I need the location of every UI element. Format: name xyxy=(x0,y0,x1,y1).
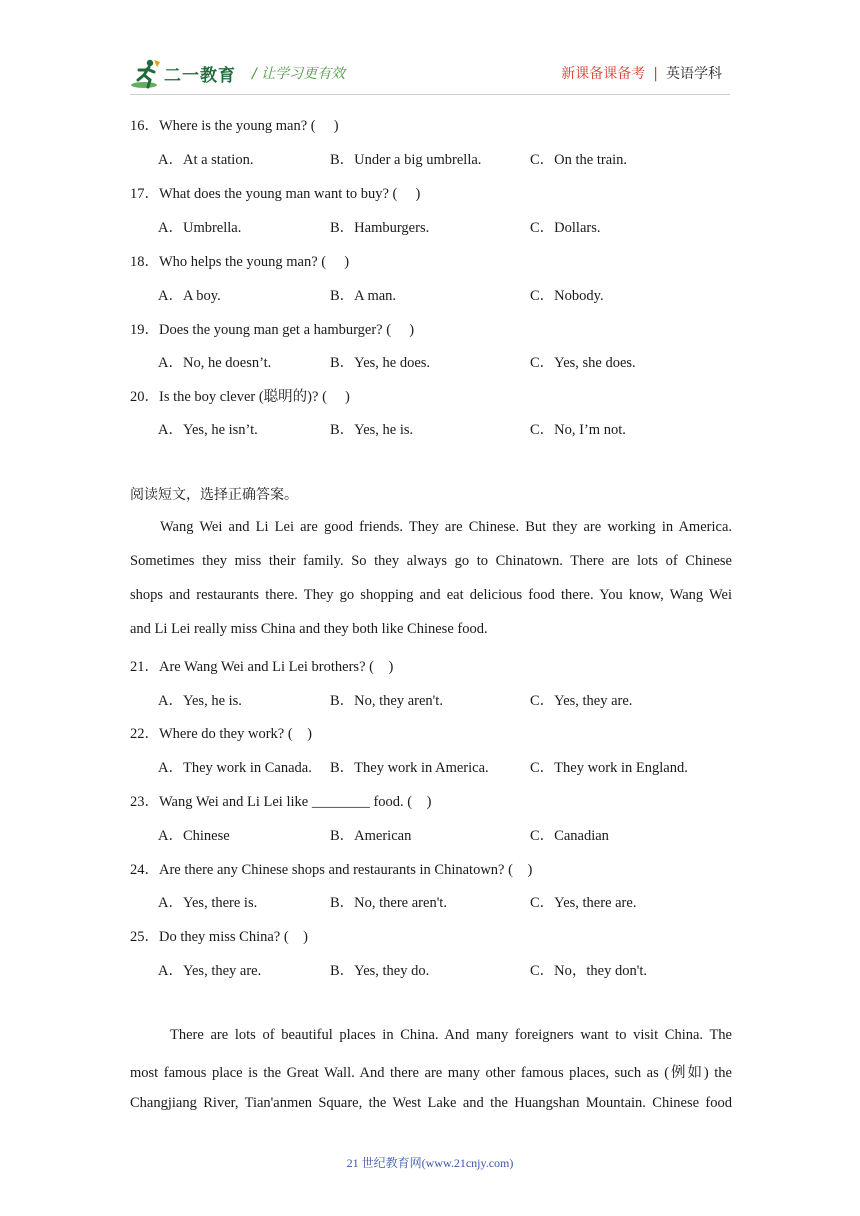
question-20: 20．Is the boy clever (聪明的)? ( ) xyxy=(130,389,350,405)
header-slogan: / 让学习更有效 xyxy=(252,66,346,82)
option-24c: C．Yes, there are. xyxy=(530,895,637,911)
passage-line: Sometimes they miss their family. So they always go to Chinatown. There are lots of Chinese xyxy=(130,553,732,569)
header-subject-label: 英语学科 xyxy=(666,66,722,82)
option-17c: C．Dollars. xyxy=(530,220,601,236)
passage-line: shops and restaurants there. They go shopping and eat delicious food there. You know, Wang Wei xyxy=(130,587,732,603)
option-21a: A．Yes, he is. xyxy=(158,693,242,709)
question-24: 24．Are there any Chinese shops and restaurants in Chinatown? ( ) xyxy=(130,862,533,878)
option-18b: B．A man. xyxy=(330,288,397,304)
option-23b: B．American xyxy=(330,828,412,844)
option-19a: A．No, he doesn’t. xyxy=(158,355,272,371)
option-22b: B．They work in America. xyxy=(330,760,489,776)
header-subject xyxy=(561,63,722,83)
option-17a: A．Umbrella. xyxy=(158,220,242,236)
header-separator: | xyxy=(653,66,658,82)
option-16b: B．Under a big umbrella. xyxy=(330,152,482,168)
page-footer: 21 世纪教育网(www.21cnjy.com) xyxy=(346,1156,514,1170)
question-23: 23．Wang Wei and Li Lei like ________ food. ( ) xyxy=(130,794,432,810)
option-21c: C．Yes, they are. xyxy=(530,693,633,709)
option-25c: C．No，they don't. xyxy=(530,963,647,979)
passage-line: There are lots of beautiful places in China. And many foreigners want to visit China. The xyxy=(170,1027,732,1043)
section-instruction: 阅读短文，选择正确答案。 xyxy=(130,487,298,503)
question-19: 19．Does the young man get a hamburger? ( ) xyxy=(130,322,415,338)
option-17b: B．Hamburgers. xyxy=(330,220,430,236)
passage-line: Wang Wei and Li Lei are good friends. They are Chinese. But they are working in America. xyxy=(160,519,732,535)
option-16c: C．On the train. xyxy=(530,152,628,168)
option-23c: C．Canadian xyxy=(530,828,609,844)
option-18c: C．Nobody. xyxy=(530,288,604,304)
option-22c: C．They work in England. xyxy=(530,760,688,776)
question-17: 17．What does the young man want to buy? ( ) xyxy=(130,186,421,202)
option-16a: A．At a station. xyxy=(158,152,254,168)
option-20b: B．Yes, he is. xyxy=(330,422,414,438)
logo-text: 二一教育 xyxy=(164,66,236,86)
option-18a: A．A boy. xyxy=(158,288,221,304)
option-22a: A．They work in Canada. xyxy=(158,760,312,776)
option-20a: A．Yes, he isn’t. xyxy=(158,422,258,438)
question-21: 21．Are Wang Wei and Li Lei brothers? ( ) xyxy=(130,659,394,675)
passage-line: most famous place is the Great Wall. And there are many other famous places, such as (例如) the xyxy=(130,1065,732,1081)
option-25a: A．Yes, they are. xyxy=(158,963,262,979)
option-21b: B．No, they aren't. xyxy=(330,693,443,709)
page-header xyxy=(130,56,730,92)
option-23a: A．Chinese xyxy=(158,828,230,844)
question-22: 22．Where do they work? ( ) xyxy=(130,726,312,742)
option-19c: C．Yes, she does. xyxy=(530,355,636,371)
question-25: 25．Do they miss China? ( ) xyxy=(130,929,309,945)
question-18: 18．Who helps the young man? ( ) xyxy=(130,254,350,270)
question-16: 16．Where is the young man? ( ) xyxy=(130,118,339,134)
passage-line: Changjiang River, Tian'anmen Square, the West Lake and the Huangshan Mountain. Chinese food xyxy=(130,1095,732,1111)
header-course-label: 新课备课备考 xyxy=(561,66,646,82)
header-divider xyxy=(130,94,730,95)
passage-line: and Li Lei really miss China and they both like Chinese food. xyxy=(130,621,488,637)
option-20c: C．No, I’m not. xyxy=(530,422,626,438)
option-25b: B．Yes, they do. xyxy=(330,963,430,979)
option-19b: B．Yes, he does. xyxy=(330,355,431,371)
option-24a: A．Yes, there is. xyxy=(158,895,258,911)
option-24b: B．No, there aren't. xyxy=(330,895,447,911)
